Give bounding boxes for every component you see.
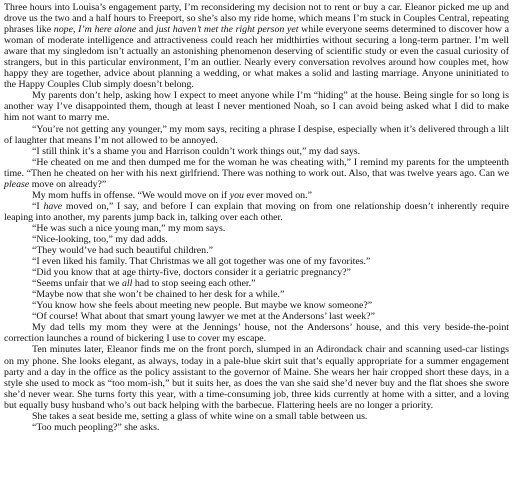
paragraph	[4, 190, 509, 201]
paragraph	[4, 90, 509, 123]
paragraph	[4, 311, 509, 322]
italic-text: nope, I’m here alone	[53, 24, 137, 36]
text-run: and	[136, 24, 156, 36]
text-run: “Maybe now that she won’t be chained to her desk for a while.”	[32, 289, 285, 301]
text-run: Three hours into Louisa’s engagement party, I’m reconsidering my decision not to rent or buy a car. Eleanor picked me up and drove us the two and a half hours to Freeport, so she’s also my ride home, which means I’m stuck in Couples Central, repeating phrases like	[4, 2, 509, 36]
text-run: while everyone seems determined to discover how a woman of moderate intelligence and attractiveness could reach her midthirties without securing a long-term partner. I’m well aware that my singledom isn’t actually an astonishing phenomenon deserving of scientific study or even the casual curiosity of strangers, but in this particular environment, I’m an outlier. Nearly every conversation revolves around how couples met, how happy they are together, advice about planning a wedding, or what makes a solid and lasting marriage. Anyone uninitiated to the Happy Couples Club simply doesn’t belong.	[4, 24, 509, 91]
text-run: “I still think it’s a shame you and Harrison couldn’t work things out,” my dad says.	[32, 145, 361, 157]
paragraph	[4, 157, 509, 190]
italic-text: just haven’t met the right person yet	[155, 24, 299, 36]
paragraph	[4, 256, 509, 267]
paragraph	[4, 267, 509, 278]
paragraph	[4, 2, 509, 90]
paragraph	[4, 223, 509, 234]
paragraph	[4, 422, 509, 433]
paragraph	[4, 234, 509, 245]
text-run: “I	[32, 200, 44, 212]
paragraph	[4, 146, 509, 157]
paragraph	[4, 245, 509, 256]
text-run: My parents don’t help, asking how I expect to meet anyone while I’m “hiding” at the house. Being single for so long is another way I’ve disappointed them, though at least I never mentioned Noah, so I can avoid being asked what I did to make him not want to marry me.	[4, 90, 509, 124]
text-run: “They would’ve had such beautiful children.”	[32, 245, 213, 257]
paragraph	[4, 124, 509, 146]
italic-text: you	[229, 189, 244, 201]
text-run: “Seems unfair that we	[32, 278, 122, 290]
text-run: Ten minutes later, Eleanor finds me on the front porch, slumped in an Adirondack chair and scanning used-car listings on my phone. She looks elegant, as always, today in a pale-blue skirt suit that’s equally appropriate for a summer engagement party and a day in the office as the policy assistant to the governor of Maine. She wears her hair cropped short these days, in a style she used to mock as “too mom-ish,” but it suits her, as does the van she said she’d never buy and the flat shoes she swore she’d never wear. She turns forty this year, with a time-consuming job, three kids currently at home with a sitter, and a loving but equally busy husband who’s out back helping with the barbecue. Flattering heels are no longer a priority.	[4, 344, 509, 411]
text-run: move on already?”	[29, 178, 107, 190]
italic-text: have	[43, 200, 63, 212]
paragraph	[4, 322, 509, 344]
italic-text: all	[121, 278, 133, 290]
text-run: “He cheated on me and then dumped me for the woman he was cheating with,” I remind my parents for the umpteenth time. “Then he cheated on her with his next girlfriend. There was nothing to work out. Also, that was twelve years ago. Can we	[4, 156, 509, 179]
paragraph	[4, 344, 509, 410]
paragraph	[4, 300, 509, 311]
italic-text: please	[4, 178, 30, 190]
paragraph	[4, 289, 509, 300]
text-run: “Of course! What about that smart young lawyer we met at the Andersons’ last week?”	[32, 311, 375, 323]
text-run: “You know how she feels about meeting new people. But maybe we know someone?”	[32, 300, 373, 312]
text-run: “I even liked his family. That Christmas we all got together was one of my favorites.”	[32, 256, 371, 268]
paragraph	[4, 201, 509, 223]
text-run: She takes a seat beside me, setting a glass of white wine on a small table between us.	[32, 410, 368, 422]
paragraph	[4, 278, 509, 289]
text-run: My dad tells my mom they were at the Jennings’ house, not the Andersons’ house, and this very beside-the-point correction launches a round of bickering I use to cover my escape.	[4, 322, 509, 345]
text-run: had to stop seeing each other.”	[132, 278, 256, 290]
text-run: My mom huffs in offense. “We would move on if	[32, 189, 230, 201]
text-run: moved on,” I say, and before I can explain that moving on from one relationship doesn’t inherently require leaping into another, my parents jump back in, talking over each other.	[4, 200, 509, 223]
text-run: “Too much peopling?” she asks.	[32, 421, 160, 433]
text-run: ever moved on.”	[243, 189, 312, 201]
text-run: “Nice-looking, too,” my dad adds.	[32, 233, 168, 245]
text-run: “He was such a nice young man,” my mom says.	[32, 222, 226, 234]
body-text	[4, 2, 509, 433]
paragraph	[4, 411, 509, 422]
text-run: “Did you know that at age thirty-five, doctors consider it a geriatric pregnancy?”	[32, 267, 351, 279]
text-run: “You’re not getting any younger,” my mom says, reciting a phrase I despise, especially when it’s delivered through a lilt of laughter that means I’m not allowed to be annoyed.	[4, 123, 509, 146]
